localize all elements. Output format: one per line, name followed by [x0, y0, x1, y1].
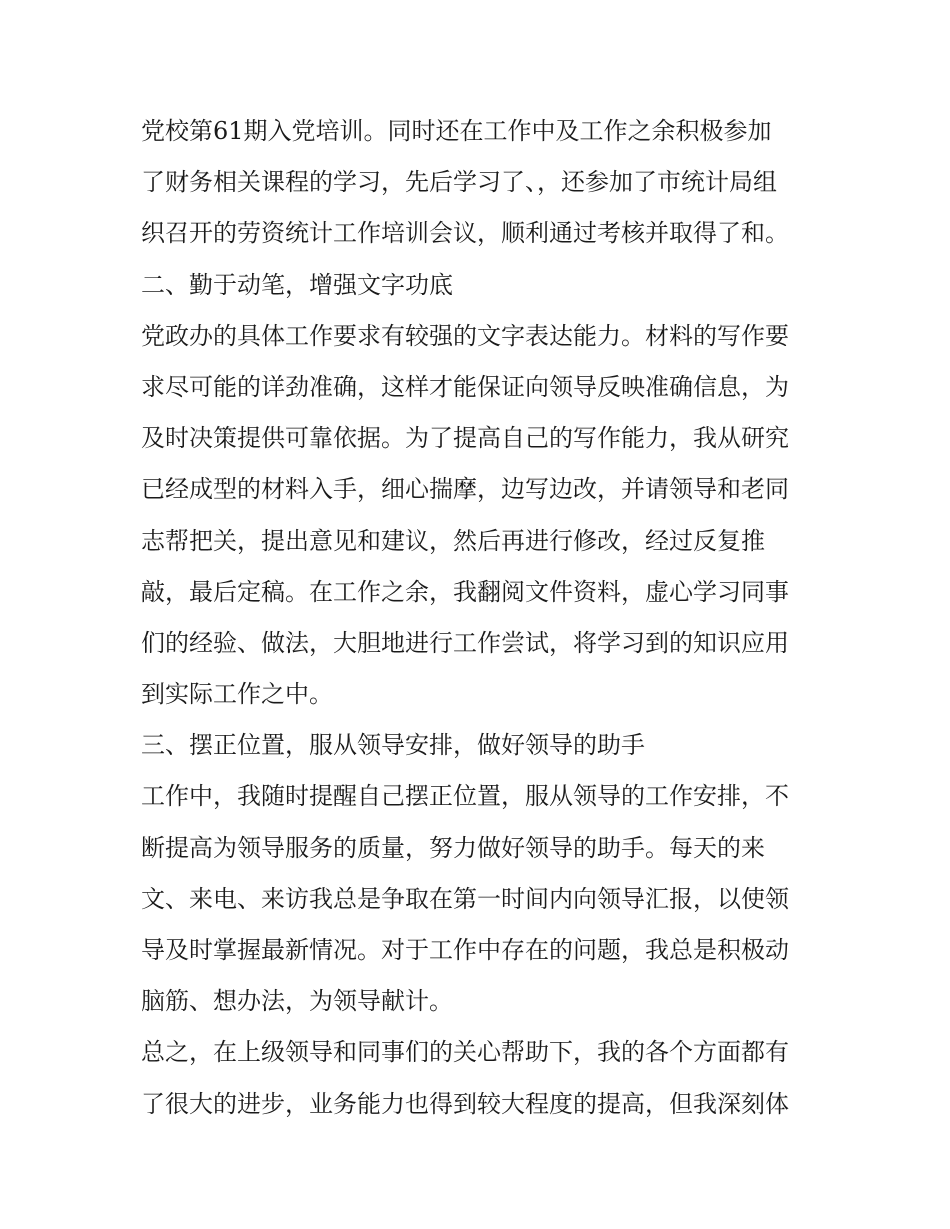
section-heading: 二、勤于动笔，增强文字功底 — [141, 270, 453, 299]
body-line: 到实际工作之中。 — [141, 680, 333, 709]
body-line: 织召开的劳资统计工作培训会议，顺利通过考核并取得了和。 — [141, 219, 789, 248]
section-heading: 三、摆正位置，服从领导安排，做好领导的助手 — [141, 731, 645, 760]
body-line: 脑筋、想办法，为领导献计。 — [141, 987, 453, 1016]
body-line: 已经成型的材料入手，细心揣摩，边写边改，并请领导和老同 — [141, 475, 789, 504]
body-line: 敲，最后定稿。在工作之余，我翻阅文件资料，虚心学习同事 — [141, 577, 789, 606]
body-line: 们的经验、做法，大胆地进行工作尝试，将学习到的知识应用 — [141, 628, 789, 657]
body-line: 党校第61期入党培训。同时还在工作中及工作之余积极参加 — [141, 117, 772, 145]
body-line: 断提高为领导服务的质量，努力做好领导的助手。每天的来 — [141, 833, 765, 862]
body-line: 党政办的具体工作要求有较强的文字表达能力。材料的写作要 — [141, 321, 789, 350]
body-line: 总之，在上级领导和同事们的关心帮助下，我的各个方面都有 — [141, 1038, 789, 1067]
body-line: 导及时掌握最新情况。对于工作中存在的问题，我总是积极动 — [141, 936, 789, 964]
body-line: 文、来电、来访我总是争取在第一时间内向领导汇报，以使领 — [141, 884, 789, 913]
body-line: 志帮把关，提出意见和建议，然后再进行修改，经过反复推 — [141, 526, 765, 555]
body-line: 工作中，我随时提醒自己摆正位置，服从领导的工作安排，不 — [141, 782, 789, 811]
body-line: 了财务相关课程的学习，先后学习了、，还参加了市统计局组 — [141, 168, 777, 197]
body-line: 及时决策提供可靠依据。为了提高自己的写作能力，我从研究 — [141, 424, 789, 453]
body-line: 了很大的进步，业务能力也得到较大程度的提高，但我深刻体 — [141, 1089, 789, 1118]
document-body — [141, 106, 821, 1130]
body-line: 求尽可能的详劲准确，这样才能保证向领导反映准确信息，为 — [141, 372, 789, 401]
